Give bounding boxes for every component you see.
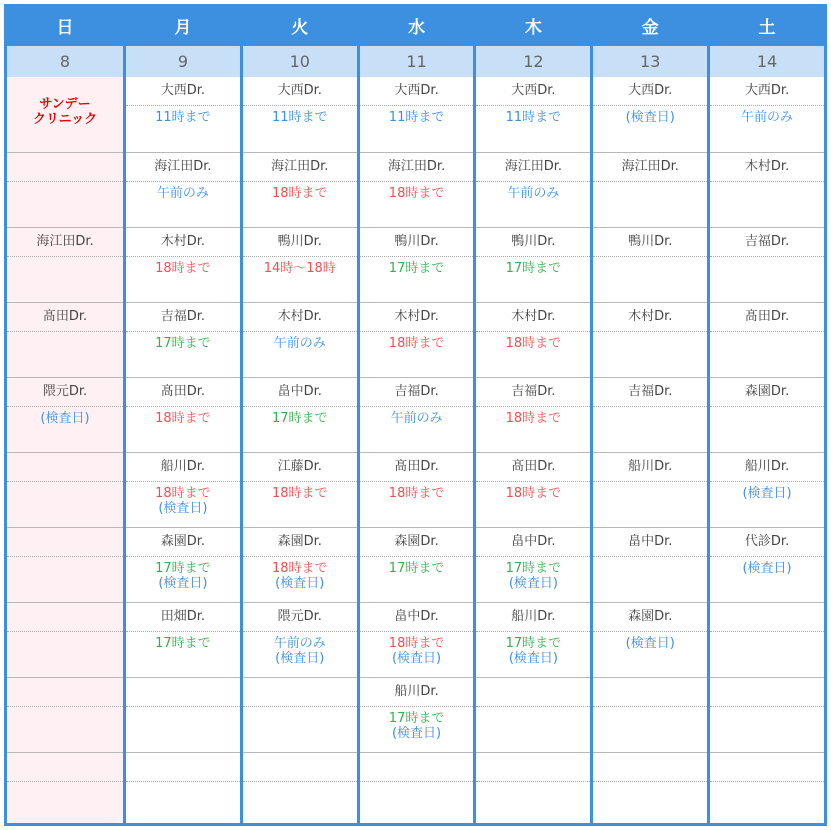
day-header: 日 bbox=[7, 7, 123, 43]
hours-note-line: 18時まで bbox=[271, 561, 328, 576]
doctor-name: 鴨川Dr. bbox=[243, 228, 357, 257]
hours-note-line: 18時まで bbox=[388, 336, 445, 351]
doctor-name bbox=[710, 603, 824, 632]
schedule-slot bbox=[593, 377, 707, 452]
schedule-slot bbox=[126, 527, 240, 602]
hours-note-line: (検査日) bbox=[625, 636, 675, 651]
day-header: 木 bbox=[476, 7, 590, 43]
doctor-name: 吉福Dr. bbox=[476, 378, 590, 407]
hours-note-line: 17時まで bbox=[388, 711, 445, 726]
schedule-slot bbox=[476, 302, 590, 377]
schedule-slot bbox=[710, 602, 824, 677]
schedule-slot bbox=[476, 602, 590, 677]
doctor-name: 森園Dr. bbox=[710, 378, 824, 407]
schedule-slot bbox=[710, 152, 824, 227]
hours-note bbox=[126, 257, 240, 276]
day-column bbox=[707, 7, 824, 823]
schedule-slot bbox=[360, 677, 474, 752]
doctor-name: 大西Dr. bbox=[126, 77, 240, 106]
hours-note-line: 午前のみ bbox=[741, 110, 794, 125]
hours-note-line: 18時まで bbox=[505, 336, 562, 351]
hours-note-line: (検査日) bbox=[508, 576, 558, 591]
hours-note-line: 17時まで bbox=[505, 561, 562, 576]
doctor-name: 畠中Dr. bbox=[476, 528, 590, 557]
doctor-name bbox=[243, 753, 357, 782]
hours-note bbox=[476, 632, 590, 666]
doctor-name: 木村Dr. bbox=[360, 303, 474, 332]
day-header: 土 bbox=[710, 7, 824, 43]
sunday-clinic-label bbox=[7, 77, 123, 127]
hours-note bbox=[360, 407, 474, 426]
hours-note bbox=[360, 257, 474, 276]
day-column bbox=[357, 7, 474, 823]
schedule-slot bbox=[126, 452, 240, 527]
schedule-slot bbox=[7, 677, 123, 752]
schedule-slot bbox=[710, 77, 824, 152]
hours-note bbox=[476, 257, 590, 276]
hours-note bbox=[126, 632, 240, 651]
hours-note-line: 17時まで bbox=[271, 411, 328, 426]
hours-note bbox=[126, 182, 240, 201]
hours-note-line: 18時まで bbox=[155, 261, 211, 276]
schedule-slot bbox=[7, 452, 123, 527]
hours-note-line: 18時まで bbox=[271, 186, 328, 201]
hours-note bbox=[476, 332, 590, 351]
schedule-slot bbox=[476, 527, 590, 602]
hours-note bbox=[710, 482, 824, 501]
hours-note-line: 17時まで bbox=[388, 261, 445, 276]
hours-note-line: (検査日) bbox=[275, 576, 325, 591]
hours-note-line: 11時まで bbox=[388, 110, 445, 125]
doctor-name: 吉福Dr. bbox=[593, 378, 707, 407]
doctor-name bbox=[7, 153, 123, 182]
schedule-slot bbox=[7, 527, 123, 602]
hours-note-line: (検査日) bbox=[158, 576, 208, 591]
date-cell: 9 bbox=[126, 43, 240, 77]
doctor-name: 木村Dr. bbox=[710, 153, 824, 182]
day-column bbox=[240, 7, 357, 823]
doctor-name: 隈元Dr. bbox=[7, 378, 123, 407]
doctor-name: 大西Dr. bbox=[243, 77, 357, 106]
hours-note-line: 18時まで bbox=[505, 411, 562, 426]
doctor-name: 畠中Dr. bbox=[243, 378, 357, 407]
schedule-slot bbox=[360, 527, 474, 602]
doctor-name: 海江田Dr. bbox=[476, 153, 590, 182]
hours-note bbox=[126, 557, 240, 591]
hours-note bbox=[243, 632, 357, 666]
doctor-name: 江藤Dr. bbox=[243, 453, 357, 482]
schedule-slot bbox=[710, 452, 824, 527]
doctor-name bbox=[7, 528, 123, 557]
hours-note bbox=[360, 632, 474, 666]
schedule-slot bbox=[593, 227, 707, 302]
day-column bbox=[473, 7, 590, 823]
doctor-name: 海江田Dr. bbox=[7, 228, 123, 257]
hours-note-line: 17時まで bbox=[155, 636, 211, 651]
hours-note bbox=[710, 557, 824, 576]
schedule-slot bbox=[7, 302, 123, 377]
doctor-name: 隈元Dr. bbox=[243, 603, 357, 632]
doctor-name: 船川Dr. bbox=[710, 453, 824, 482]
hours-note bbox=[243, 407, 357, 426]
hours-note bbox=[126, 482, 240, 516]
schedule-slot bbox=[360, 302, 474, 377]
schedule-slot bbox=[360, 452, 474, 527]
schedule-slot bbox=[360, 602, 474, 677]
hours-note bbox=[7, 407, 123, 426]
doctor-name: 海江田Dr. bbox=[243, 153, 357, 182]
doctor-name: 大西Dr. bbox=[476, 77, 590, 106]
hours-note-line: 午前のみ bbox=[273, 636, 326, 651]
schedule-slot bbox=[593, 452, 707, 527]
hours-note-line: 午前のみ bbox=[390, 411, 443, 426]
schedule-slot bbox=[126, 677, 240, 752]
hours-note bbox=[476, 106, 590, 125]
doctor-name bbox=[243, 678, 357, 707]
schedule-slot bbox=[360, 77, 474, 152]
doctor-name: 木村Dr. bbox=[243, 303, 357, 332]
hours-note-line: 11時まで bbox=[155, 110, 211, 125]
doctor-name: 吉福Dr. bbox=[710, 228, 824, 257]
date-cell: 12 bbox=[476, 43, 590, 77]
hours-note-line: 11時まで bbox=[271, 110, 328, 125]
doctor-name: 代診Dr. bbox=[710, 528, 824, 557]
day-column bbox=[590, 7, 707, 823]
hours-note-line: (検査日) bbox=[158, 501, 208, 516]
schedule-slot bbox=[476, 452, 590, 527]
schedule-slot bbox=[126, 152, 240, 227]
doctor-name: 森園Dr. bbox=[593, 603, 707, 632]
schedule-slot bbox=[593, 302, 707, 377]
hours-note-line: 18時まで bbox=[388, 636, 445, 651]
doctor-name bbox=[7, 603, 123, 632]
doctor-name bbox=[593, 753, 707, 782]
hours-note-line: 17時まで bbox=[505, 261, 562, 276]
doctor-name: 森園Dr. bbox=[360, 528, 474, 557]
doctor-name bbox=[7, 678, 123, 707]
doctor-name: 髙田Dr. bbox=[360, 453, 474, 482]
doctor-name bbox=[593, 678, 707, 707]
doctor-name: 吉福Dr. bbox=[126, 303, 240, 332]
day-column bbox=[7, 7, 123, 823]
schedule-slot bbox=[126, 302, 240, 377]
day-header: 月 bbox=[126, 7, 240, 43]
doctor-name: 鴨川Dr. bbox=[593, 228, 707, 257]
schedule-slot bbox=[476, 152, 590, 227]
hours-note-line: 17時まで bbox=[155, 561, 211, 576]
schedule-slot bbox=[476, 752, 590, 823]
hours-note-line: 18時まで bbox=[155, 411, 211, 426]
hours-note-line: 18時まで bbox=[155, 486, 211, 501]
doctor-name bbox=[360, 753, 474, 782]
doctor-name: 大西Dr. bbox=[710, 77, 824, 106]
date-cell: 10 bbox=[243, 43, 357, 77]
schedule-slot bbox=[7, 377, 123, 452]
schedule-slot bbox=[7, 602, 123, 677]
schedule-slot bbox=[243, 377, 357, 452]
hours-note bbox=[476, 482, 590, 501]
sunday-clinic-line: サンデー bbox=[39, 97, 91, 112]
schedule-slot bbox=[243, 227, 357, 302]
date-cell: 14 bbox=[710, 43, 824, 77]
doctor-name: 髙田Dr. bbox=[476, 453, 590, 482]
doctor-name: 船川Dr. bbox=[593, 453, 707, 482]
doctor-name: 髙田Dr. bbox=[7, 303, 123, 332]
doctor-schedule-table bbox=[4, 4, 827, 826]
schedule-slot bbox=[710, 377, 824, 452]
schedule-slot bbox=[126, 377, 240, 452]
date-cell: 8 bbox=[7, 43, 123, 77]
day-header: 水 bbox=[360, 7, 474, 43]
hours-note bbox=[360, 707, 474, 741]
hours-note bbox=[710, 106, 824, 125]
schedule-slot bbox=[243, 77, 357, 152]
doctor-name: 大西Dr. bbox=[360, 77, 474, 106]
hours-note-line: 18時まで bbox=[505, 486, 562, 501]
hours-note bbox=[126, 106, 240, 125]
schedule-slot bbox=[476, 77, 590, 152]
schedule-slot bbox=[126, 227, 240, 302]
doctor-name: 鴨川Dr. bbox=[476, 228, 590, 257]
schedule-slot bbox=[593, 752, 707, 823]
schedule-slot bbox=[476, 677, 590, 752]
hours-note-line: (検査日) bbox=[508, 651, 558, 666]
hours-note bbox=[243, 106, 357, 125]
schedule-slot bbox=[710, 527, 824, 602]
hours-note bbox=[476, 182, 590, 201]
schedule-slot bbox=[710, 302, 824, 377]
sunday-clinic-line: クリニック bbox=[32, 112, 98, 127]
day-header: 金 bbox=[593, 7, 707, 43]
hours-note-line: (検査日) bbox=[742, 486, 792, 501]
hours-note-line: (検査日) bbox=[275, 651, 325, 666]
hours-note-line: 17時まで bbox=[505, 636, 562, 651]
doctor-name: 森園Dr. bbox=[126, 528, 240, 557]
schedule-slot bbox=[593, 77, 707, 152]
schedule-slot bbox=[7, 752, 123, 823]
doctor-name: 森園Dr. bbox=[243, 528, 357, 557]
schedule-slot bbox=[126, 602, 240, 677]
doctor-name: 髙田Dr. bbox=[710, 303, 824, 332]
hours-note bbox=[126, 407, 240, 426]
hours-note-line: 午前のみ bbox=[273, 336, 326, 351]
hours-note-line: 17時まで bbox=[155, 336, 211, 351]
schedule-slot bbox=[243, 152, 357, 227]
hours-note bbox=[243, 557, 357, 591]
day-header: 火 bbox=[243, 7, 357, 43]
schedule-slot bbox=[360, 377, 474, 452]
doctor-name: 吉福Dr. bbox=[360, 378, 474, 407]
doctor-name bbox=[476, 753, 590, 782]
doctor-name bbox=[126, 678, 240, 707]
doctor-name bbox=[710, 678, 824, 707]
schedule-slot bbox=[476, 377, 590, 452]
hours-note-line: 午前のみ bbox=[507, 186, 560, 201]
doctor-name bbox=[476, 678, 590, 707]
hours-note bbox=[360, 106, 474, 125]
hours-note-line: 14時〜18時 bbox=[263, 261, 336, 276]
schedule-slot bbox=[7, 77, 123, 152]
hours-note-line: (検査日) bbox=[742, 561, 792, 576]
doctor-name bbox=[126, 753, 240, 782]
hours-note bbox=[360, 557, 474, 576]
schedule-slot bbox=[243, 302, 357, 377]
schedule-slot bbox=[243, 452, 357, 527]
schedule-slot bbox=[710, 752, 824, 823]
doctor-name: 木村Dr. bbox=[476, 303, 590, 332]
doctor-name: 髙田Dr. bbox=[126, 378, 240, 407]
date-cell: 11 bbox=[360, 43, 474, 77]
hours-note-line: 午前のみ bbox=[156, 186, 209, 201]
hours-note bbox=[360, 182, 474, 201]
schedule-slot bbox=[243, 602, 357, 677]
schedule-slot bbox=[360, 152, 474, 227]
schedule-slot bbox=[476, 227, 590, 302]
hours-note-line: (検査日) bbox=[625, 110, 675, 125]
hours-note bbox=[360, 482, 474, 501]
doctor-name bbox=[7, 453, 123, 482]
doctor-name: 鴨川Dr. bbox=[360, 228, 474, 257]
doctor-name: 船川Dr. bbox=[126, 453, 240, 482]
doctor-name: 木村Dr. bbox=[593, 303, 707, 332]
doctor-name: 海江田Dr. bbox=[360, 153, 474, 182]
doctor-name bbox=[7, 753, 123, 782]
schedule-slot bbox=[7, 152, 123, 227]
schedule-slot bbox=[243, 752, 357, 823]
hours-note-line: 18時まで bbox=[271, 486, 328, 501]
hours-note-line: 18時まで bbox=[388, 186, 445, 201]
schedule-slot bbox=[710, 677, 824, 752]
doctor-name: 木村Dr. bbox=[126, 228, 240, 257]
schedule-slot bbox=[593, 677, 707, 752]
schedule-slot bbox=[593, 602, 707, 677]
schedule-slot bbox=[593, 152, 707, 227]
schedule-slot bbox=[593, 527, 707, 602]
schedule-slot bbox=[126, 752, 240, 823]
hours-note-line: (検査日) bbox=[391, 651, 442, 666]
doctor-name: 船川Dr. bbox=[360, 678, 474, 707]
schedule-slot bbox=[360, 227, 474, 302]
hours-note-line: 18時まで bbox=[388, 486, 445, 501]
day-column bbox=[123, 7, 240, 823]
hours-note bbox=[243, 257, 357, 276]
doctor-name: 畠中Dr. bbox=[360, 603, 474, 632]
schedule-slot bbox=[710, 227, 824, 302]
schedule-slot bbox=[243, 677, 357, 752]
hours-note bbox=[243, 182, 357, 201]
doctor-name: 船川Dr. bbox=[476, 603, 590, 632]
hours-note bbox=[126, 332, 240, 351]
schedule-slot bbox=[360, 752, 474, 823]
hours-note bbox=[593, 632, 707, 651]
hours-note-line: 11時まで bbox=[505, 110, 562, 125]
doctor-name: 大西Dr. bbox=[593, 77, 707, 106]
schedule-slot bbox=[7, 227, 123, 302]
schedule-slot bbox=[243, 527, 357, 602]
schedule-slot bbox=[126, 77, 240, 152]
hours-note-line: (検査日) bbox=[391, 726, 442, 741]
doctor-name: 海江田Dr. bbox=[593, 153, 707, 182]
doctor-name: 田畑Dr. bbox=[126, 603, 240, 632]
hours-note bbox=[593, 106, 707, 125]
hours-note-line: 17時まで bbox=[388, 561, 445, 576]
doctor-name: 畠中Dr. bbox=[593, 528, 707, 557]
hours-note-line: (検査日) bbox=[40, 411, 90, 426]
hours-note bbox=[360, 332, 474, 351]
hours-note bbox=[243, 332, 357, 351]
date-cell: 13 bbox=[593, 43, 707, 77]
hours-note bbox=[476, 407, 590, 426]
doctor-name bbox=[710, 753, 824, 782]
doctor-name: 海江田Dr. bbox=[126, 153, 240, 182]
hours-note bbox=[243, 482, 357, 501]
hours-note bbox=[476, 557, 590, 591]
